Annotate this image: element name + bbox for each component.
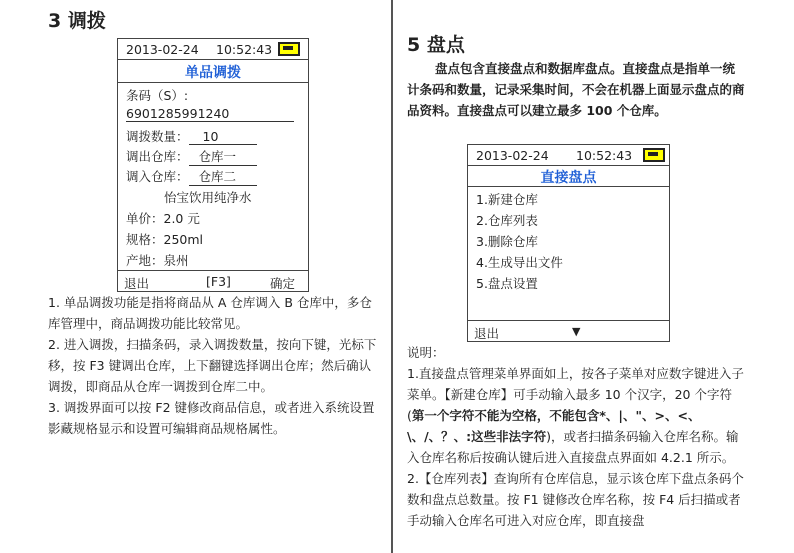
screen-title: 直接盘点 — [540, 170, 597, 186]
screen-title: 单品调拨 — [185, 65, 241, 81]
qty-input[interactable]: 10 — [189, 129, 257, 145]
note-illegal-chars: 第一个字符不能为空格，不能包含*、|、"、>、<、\、/、？、:这些非法字符 — [407, 408, 701, 444]
inventory-notes — [407, 342, 747, 531]
section-heading-transfer: 3 调拨 — [48, 10, 106, 32]
barcode-label: 条码（S）: — [126, 88, 189, 103]
inventory-device-screen — [467, 144, 670, 342]
transfer-note-3: 3. 调拨界面可以按 F2 键修改商品信息，或者进入系统设置影藏规格显示和设置可编辑商品规格属性。 — [48, 400, 375, 436]
out-warehouse-label: 调出仓库： — [126, 149, 189, 164]
menu-item-warehouse-list[interactable]: 2.仓库列表 — [476, 213, 538, 228]
menu-item-export-file[interactable]: 4.生成导出文件 — [476, 255, 563, 270]
page-divider — [391, 0, 393, 553]
menu-item-new-warehouse[interactable]: 1.新建仓库 — [476, 192, 538, 207]
transfer-note-1: 1. 单品调拨功能是指将商品从 A 仓库调入 B 仓库中，多仓库管理中，商品调拨功能比较常见。 — [48, 295, 372, 331]
status-bar — [468, 145, 669, 166]
inventory-note-1: 1.直接盘点管理菜单界面如上，按各子菜单对应数字键进入子菜单。【新建仓库】可手动输入最多 10 个汉字，20 个字符(第一个字符不能为空格，不能包含*、|、"、>、<、\、/、？、:这些非法字符)，或者扫描条码输入仓库名称。输入仓库名称后按确认键后进入直接盘点界面如 4.2.1 所示。 — [407, 366, 744, 465]
in-warehouse-select[interactable]: 仓库二 — [189, 167, 257, 186]
status-time: 10:52:43 — [216, 42, 273, 57]
menu-item-inventory-settings[interactable]: 5.盘点设置 — [476, 276, 538, 291]
menu-item-delete-warehouse[interactable]: 3.删除仓库 — [476, 234, 538, 249]
section-heading-inventory: 5 盘点 — [407, 34, 465, 56]
note-label: 说明： — [407, 345, 445, 360]
softkey-bar — [118, 270, 308, 291]
f3-softkey[interactable]: [F3] — [206, 274, 231, 289]
transfer-notes — [48, 292, 378, 439]
product-price: 单价：2.0 元 — [126, 211, 200, 226]
status-bar — [118, 39, 308, 60]
product-name: 怡宝饮用纯净水 — [164, 190, 252, 205]
title-divider — [118, 82, 308, 83]
battery-icon — [643, 148, 665, 162]
status-date: 2013-02-24 — [476, 148, 549, 163]
exit-softkey[interactable]: 退出 — [124, 276, 150, 291]
product-spec: 规格：250ml — [126, 232, 204, 247]
barcode-input[interactable]: 6901285991240 — [126, 106, 294, 122]
inventory-intro: 盘点包含直接盘点和数据库盘点。直接盘点是指单一统计条码和数量，记录采集时间，不会在机器上面显示盘点的商品资料。直接盘点可以建立最多 100 个仓库。 — [407, 61, 745, 118]
inventory-note-2: 2.【仓库列表】查询所有仓库信息，显示该仓库下盘点条码个数和盘点总数量。按 F1 键修改仓库名称，按 F4 后扫描或者手动输入仓库名可进入对应仓库，即直接盘 — [407, 471, 744, 528]
battery-icon — [278, 42, 300, 56]
scroll-down-icon[interactable]: ▼ — [572, 325, 581, 338]
confirm-softkey[interactable]: 确定 — [270, 276, 296, 291]
product-origin: 产地：泉州 — [126, 253, 189, 268]
exit-softkey[interactable]: 退出 — [474, 326, 500, 341]
transfer-note-2: 2. 进入调拨，扫描条码，录入调拨数量，按向下键，光标下移，按 F3 键调出仓库，上下翻键选择调出仓库；然后确认调拨，即商品从仓库一调拨到仓库二中。 — [48, 337, 377, 394]
softkey-bar — [468, 320, 669, 341]
transfer-device-screen — [117, 38, 309, 292]
qty-label: 调拨数量： — [126, 129, 189, 144]
in-warehouse-label: 调入仓库： — [126, 169, 189, 184]
status-time: 10:52:43 — [576, 148, 633, 163]
status-date: 2013-02-24 — [126, 42, 199, 57]
title-divider — [468, 186, 669, 187]
out-warehouse-select[interactable]: 仓库一 — [189, 147, 257, 166]
